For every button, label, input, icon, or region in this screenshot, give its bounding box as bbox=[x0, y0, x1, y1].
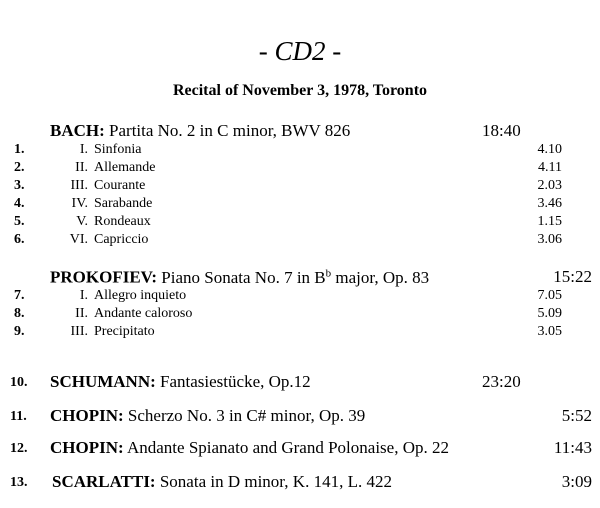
composer-name: CHOPIN: bbox=[50, 406, 124, 425]
track-number: 2. bbox=[14, 160, 25, 175]
track-time: 1.15 bbox=[537, 214, 562, 229]
movement-roman: I. bbox=[79, 142, 88, 157]
prokofiev-total-time: 15:22 bbox=[553, 267, 592, 286]
scarlatti-work-heading bbox=[52, 472, 392, 492]
work-title: Fantasiestücke, Op.12 bbox=[160, 372, 311, 391]
work-title bbox=[161, 268, 429, 287]
chopin-scherzo-heading bbox=[50, 406, 365, 426]
composer-name: SCARLATTI: bbox=[52, 472, 156, 491]
track-time: 5:52 bbox=[561, 406, 592, 425]
movement bbox=[36, 214, 151, 230]
movement bbox=[36, 288, 186, 304]
bach-total-time: 18:40 bbox=[482, 121, 521, 140]
prokofiev-work-heading bbox=[50, 267, 429, 288]
track-time: 2.03 bbox=[537, 178, 562, 193]
movement bbox=[36, 324, 155, 340]
track-time: 5.09 bbox=[537, 306, 562, 321]
composer-name: CHOPIN: bbox=[50, 438, 124, 457]
schumann-work-heading bbox=[50, 372, 311, 392]
track-number: 5. bbox=[14, 214, 25, 229]
track-number: 4. bbox=[14, 196, 25, 211]
track-time: 3.05 bbox=[537, 324, 562, 339]
track-number: 10. bbox=[10, 375, 28, 390]
work-title: Andante Spianato and Grand Polonaise, Op. 22 bbox=[126, 438, 449, 457]
work-title: Scherzo No. 3 in C# minor, Op. 39 bbox=[127, 406, 366, 425]
movement-roman: I. bbox=[79, 288, 88, 303]
track-time: 4.11 bbox=[538, 160, 562, 175]
movement-name: Courante bbox=[94, 178, 146, 193]
movement-name: Allegro inquieto bbox=[94, 288, 187, 303]
track-number: 12. bbox=[10, 441, 28, 456]
movement-name: Rondeaux bbox=[94, 214, 151, 229]
chopin-polonaise-heading bbox=[50, 438, 449, 458]
flat-superscript: b bbox=[325, 267, 332, 279]
movement bbox=[36, 306, 192, 322]
track-time: 3.06 bbox=[537, 232, 562, 247]
work-title: Partita No. 2 in C minor, BWV 826 bbox=[109, 121, 351, 140]
movement-name: Allemande bbox=[94, 160, 156, 175]
movement bbox=[36, 160, 155, 176]
composer-name: SCHUMANN: bbox=[50, 372, 156, 391]
movement-name: Andante caloroso bbox=[94, 306, 193, 321]
work-title-part: Piano Sonata No. 7 in B bbox=[161, 267, 326, 287]
track-number: 6. bbox=[14, 232, 25, 247]
work-title: Sonata in D minor, K. 141, L. 422 bbox=[159, 472, 392, 491]
movement bbox=[36, 196, 152, 212]
track-time: 3.46 bbox=[537, 196, 562, 211]
movement-name: Precipitato bbox=[94, 324, 155, 339]
recital-subtitle: Recital of November 3, 1978, Toronto bbox=[172, 82, 428, 99]
movement-name: Sinfonia bbox=[94, 142, 142, 157]
track-number: 3. bbox=[14, 178, 25, 193]
track-time: 11:43 bbox=[553, 438, 592, 457]
track-time: 23:20 bbox=[482, 372, 521, 391]
bach-work-heading bbox=[50, 121, 350, 141]
movement bbox=[36, 232, 148, 248]
movement-roman: V. bbox=[76, 214, 88, 229]
track-number: 7. bbox=[14, 288, 25, 303]
movement-roman: III. bbox=[70, 324, 88, 339]
work-title-part: major, Op. 83 bbox=[331, 267, 430, 287]
track-time: 7.05 bbox=[537, 288, 562, 303]
track-number: 9. bbox=[14, 324, 25, 339]
composer-name: BACH: bbox=[50, 121, 105, 140]
movement-roman: II. bbox=[75, 306, 88, 321]
track-time: 4.10 bbox=[537, 142, 562, 157]
movement-name: Sarabande bbox=[94, 196, 153, 211]
movement-roman: II. bbox=[75, 160, 88, 175]
movement bbox=[36, 178, 145, 194]
track-number: 8. bbox=[14, 306, 25, 321]
movement-roman: III. bbox=[70, 178, 88, 193]
movement-roman: VI. bbox=[69, 232, 88, 247]
track-number: 13. bbox=[10, 475, 28, 490]
movement-roman: IV. bbox=[71, 196, 88, 211]
track-number: 1. bbox=[14, 142, 25, 157]
disc-title: - CD2 - bbox=[258, 36, 342, 66]
movement-name: Capriccio bbox=[94, 232, 149, 247]
track-time: 3:09 bbox=[561, 472, 592, 491]
movement bbox=[36, 142, 141, 158]
track-number: 11. bbox=[10, 409, 27, 424]
composer-name: PROKOFIEV: bbox=[50, 267, 158, 287]
